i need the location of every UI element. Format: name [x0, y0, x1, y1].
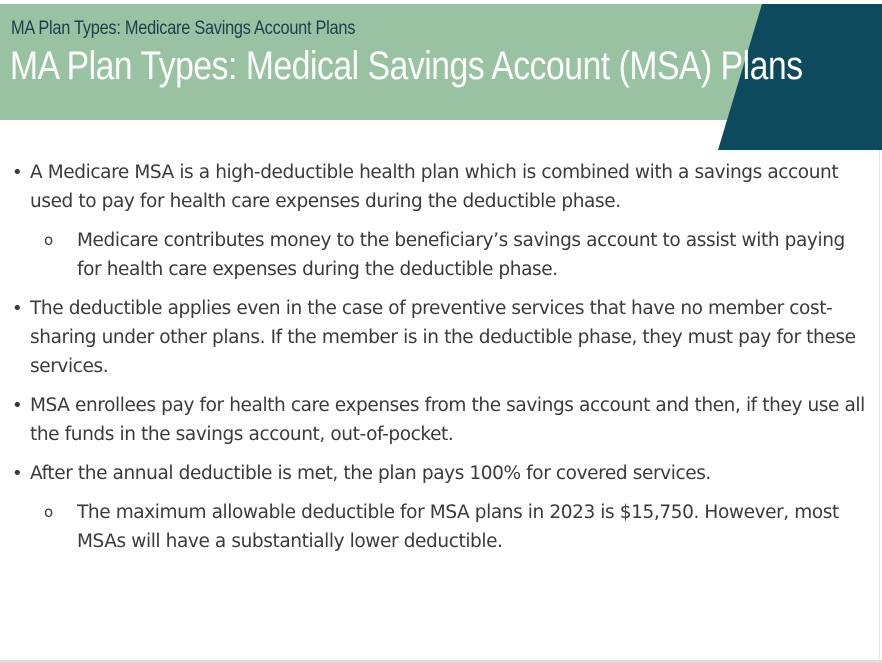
bullet-text: After the annual deductible is met, the plan pays 100% for covered services. — [30, 463, 711, 484]
bullet-item — [12, 158, 872, 216]
bullet-text: A Medicare MSA is a high-deductible health plan which is combined with a savings account used to pay for health care expenses during the deductible phase. — [30, 162, 839, 212]
bullet-item — [12, 294, 872, 381]
sub-bullet-marker: o — [44, 231, 53, 249]
bullet-marker: • — [12, 463, 23, 484]
bullet-marker: • — [12, 162, 23, 183]
slide-title: MA Plan Types: Medical Savings Account (MSA) Plans — [10, 44, 803, 88]
bullet-item — [12, 459, 872, 488]
sub-bullet-item — [12, 226, 872, 284]
bullet-text: MSA enrollees pay for health care expenses from the savings account and then, if they use all the funds in the savings account, out-of-pocket. — [30, 395, 865, 445]
bullet-item — [12, 391, 872, 449]
slide-subtitle: MA Plan Types: Medicare Savings Account Plans — [11, 18, 356, 39]
bullet-text: The deductible applies even in the case of preventive services that have no member cost-sharing under other plans. If the member is in the deductible phase, they must pay for these services. — [30, 298, 856, 377]
bullet-marker: • — [12, 298, 23, 319]
sub-bullet-marker: o — [44, 503, 53, 521]
bullet-list — [12, 158, 872, 566]
sub-bullet-text: Medicare contributes money to the beneficiary’s savings account to assist with paying for health care expenses during the deductible phase. — [77, 230, 845, 280]
slide-edge-right — [879, 150, 880, 663]
sub-bullet-text: The maximum allowable deductible for MSA plans in 2023 is $15,750. However, most MSAs will have a substantially lower deductible. — [77, 502, 839, 552]
sub-bullet-item — [12, 498, 872, 556]
bullet-marker: • — [12, 395, 23, 416]
